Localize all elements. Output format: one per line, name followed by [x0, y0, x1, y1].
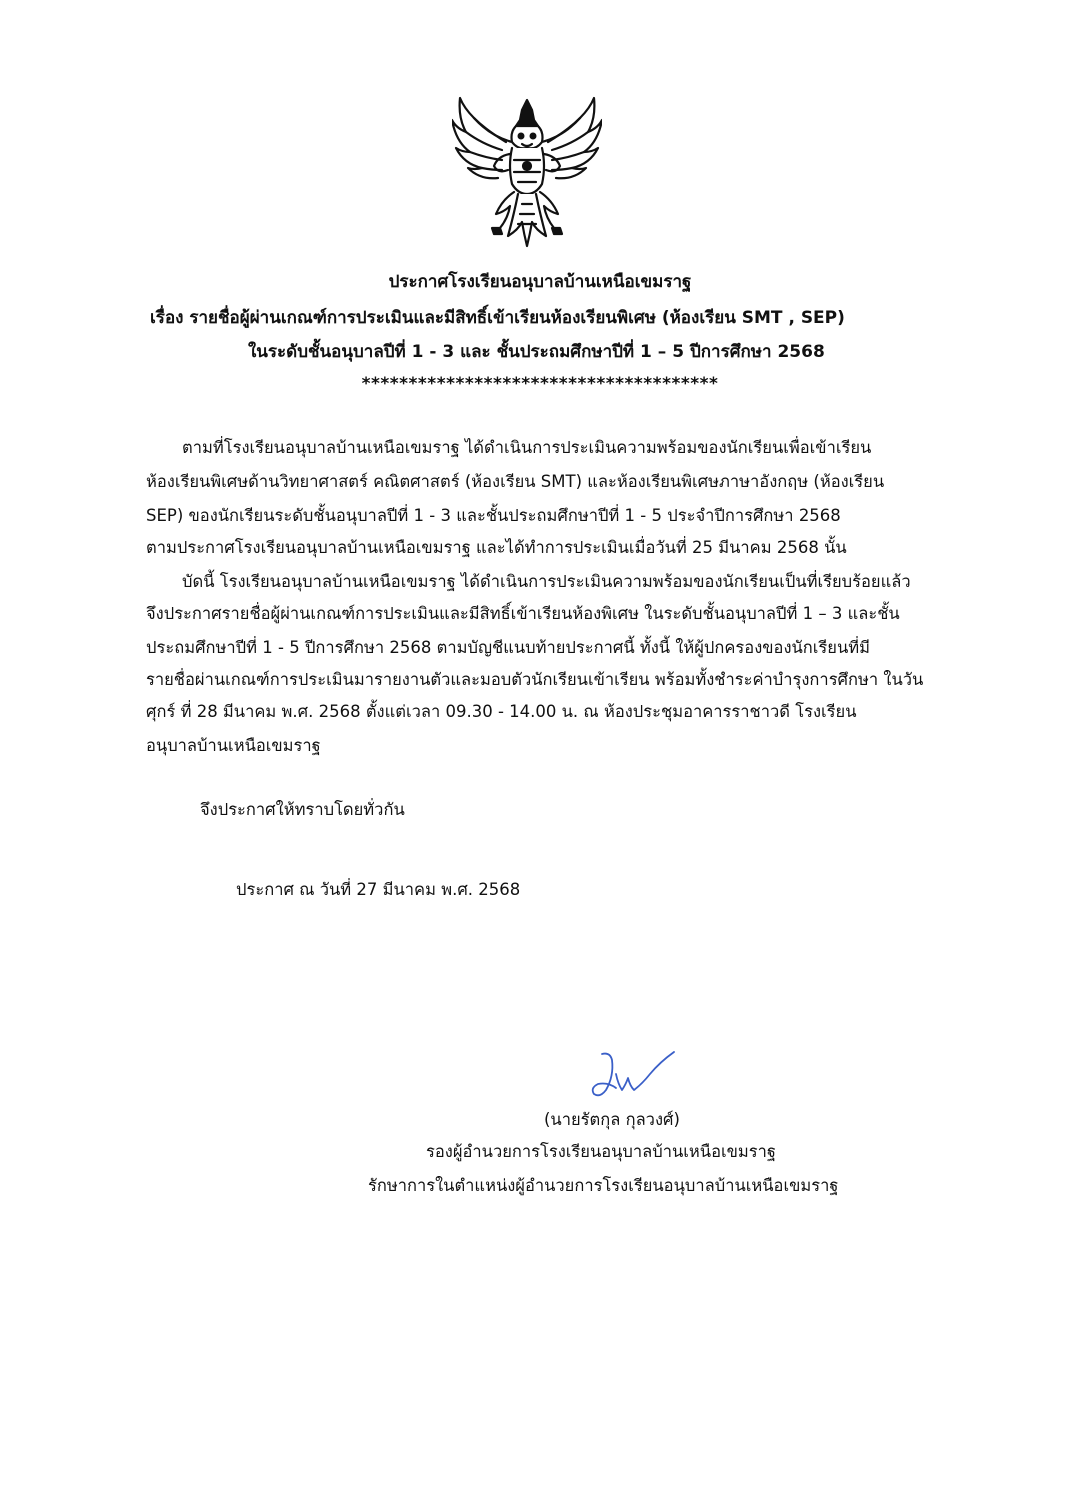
- paragraph-1-line: ตามที่โรงเรียนอนุบาลบ้านเหนือเขมราฐ ได้ดำเนินการประเมินความพร้อมของนักเรียนเพื่อเข้าเรียน: [182, 438, 872, 457]
- paragraph-1-line: ตามประกาศโรงเรียนอนุบาลบ้านเหนือเขมราฐ และได้ทำการประเมินเมื่อวันที่ 25 มีนาคม 2568 นั้น: [146, 538, 847, 557]
- signature-image: [588, 1050, 684, 1102]
- announcement-level: ในระดับชั้นอนุบาลปีที่ 1 - 3 และ ชั้นประถมศึกษาปีที่ 1 – 5 ปีการศึกษา 2568: [248, 342, 825, 362]
- paragraph-2-line: บัดนี้ โรงเรียนอนุบาลบ้านเหนือเขมราฐ ได้ดำเนินการประเมินความพร้อมของนักเรียนเป็นที่เรียบร้อยแล้ว: [182, 572, 911, 591]
- paragraph-2-line: ประถมศึกษาปีที่ 1 - 5 ปีการศึกษา 2568 ตามบัญชีแนบท้ายประกาศนี้ ทั้งนี้ ให้ผู้ปกครองของนักเรียนที่มี: [146, 638, 870, 657]
- paragraph-2-line: รายชื่อผ่านเกณฑ์การประเมินมารายงานตัวและมอบตัวนักเรียนเข้าเรียน พร้อมทั้งชำระค่าบำรุงการศึกษา ในวัน: [146, 670, 924, 689]
- garuda-emblem-icon: [452, 96, 602, 248]
- paragraph-2-line: จึงประกาศรายชื่อผู้ผ่านเกณฑ์การประเมินและมีสิทธิ์เข้าเรียนห้องพิเศษ ในระดับชั้นอนุบาลปีที่ 1 – 3 และชั้น: [146, 604, 900, 623]
- announcement-date: ประกาศ ณ วันที่ 27 มีนาคม พ.ศ. 2568: [236, 880, 521, 899]
- signatory-name: (นายรัตกุล กุลวงศ์): [544, 1110, 680, 1129]
- announcement-subject: เรื่อง รายชื่อผู้ผ่านเกณฑ์การประเมินและมีสิทธิ์เข้าเรียนห้องเรียนพิเศษ (ห้องเรียน SMT , SEP): [150, 308, 845, 328]
- separator-stars: **************************************: [361, 374, 719, 394]
- paragraph-1-line: SEP) ของนักเรียนระดับชั้นอนุบาลปีที่ 1 - 3 และชั้นประถมศึกษาปีที่ 1 - 5 ประจำปีการศึกษา 2568: [146, 506, 841, 525]
- signatory-position: รองผู้อำนวยการโรงเรียนอนุบาลบ้านเหนือเขมราฐ: [426, 1142, 777, 1161]
- announcement-title: ประกาศโรงเรียนอนุบาลบ้านเหนือเขมราฐ: [388, 272, 692, 292]
- signatory-acting-position: รักษาการในตำแหน่งผู้อำนวยการโรงเรียนอนุบาลบ้านเหนือเขมราฐ: [368, 1176, 839, 1195]
- closing-statement: จึงประกาศให้ทราบโดยทั่วกัน: [200, 800, 405, 819]
- paragraph-2-line: อนุบาลบ้านเหนือเขมราฐ: [146, 736, 321, 755]
- paragraph-2-line: ศุกร์ ที่ 28 มีนาคม พ.ศ. 2568 ตั้งแต่เวลา 09.30 - 14.00 น. ณ ห้องประชุมอาคารราชาวดี โรงเรียน: [146, 702, 857, 721]
- paragraph-1-line: ห้องเรียนพิเศษด้านวิทยาศาสตร์ คณิตศาสตร์ (ห้องเรียน SMT) และห้องเรียนพิเศษภาษาอังกฤษ (ห้องเรียน: [146, 472, 885, 491]
